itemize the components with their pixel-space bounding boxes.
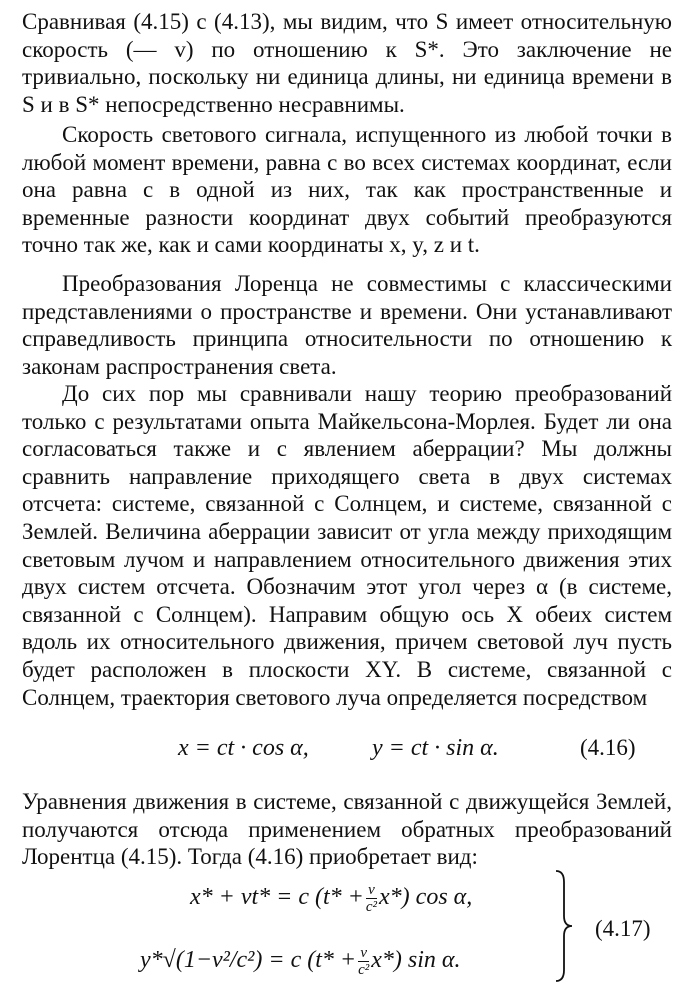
paragraph-4: До сих пор мы сравнивали нашу теорию преобразований только с результатами опыта Майкельсона-Морлея. Будет ли она согласоваться также и с явлением аберрации? Мы должны сравнить направление приходящего света в двух системах отсчета: системе, связанной с Солнцем, и системе, связанной с Землей. Величина аберрации зависит от угла между приходящим световым лучом и направлением относительного движения этих двух систем отсчета. Обозначим этот угол через α (в системе, связанной с Солнцем). Направим общую ось X обеих систем вдоль их относительного движения, причем световой луч пусть будет расположен в плоскости XY. В системе, связанной с Солнцем, траектория светового луча определяется посредством	[22, 381, 672, 710]
right-brace-icon	[554, 868, 576, 984]
eq-417-line-2-left: y*√(1−v²/c²) = c (t* +	[140, 947, 357, 974]
eq-417-line-1	[190, 882, 472, 915]
paragraph-5: Уравнения движения в системе, связанной с движущейся Землей, получаются отсюда применением обратных преобразований Лорентца (4.15). Тогда (4.16) приобретает вид:	[22, 789, 672, 870]
eq-417-line-2	[140, 945, 460, 978]
eq-417-fraction-1	[366, 882, 377, 915]
paragraph-1: Сравнивая (4.15) с (4.13), мы видим, что S имеет относительную скорость (— v) по отношению к S*. Это заключение не тривиально, поскольку ни единица длины, ни единица времени в S и в S* непосредственно несравнимы.	[22, 9, 672, 117]
paragraph-2: Скорость светового сигнала, испущенного из любой точки в любой момент времени, равна c во всех системах координат, если она равна c в одной из них, так как пространственные и временные разности координат двух событий преобразуются точно так же, как и сами координаты x, y, z и t.	[22, 122, 672, 258]
eq-417-line-2-right: x*) sin α.	[371, 947, 461, 974]
eq-416-number: (4.16)	[580, 735, 636, 760]
frac-2-numerator: v	[358, 945, 369, 962]
eq-417-number: (4.17)	[595, 916, 651, 941]
eq-417-fraction-2	[358, 945, 369, 978]
eq-416-x-part: x = ct · cos α,	[178, 735, 309, 761]
eq-416-y-part: y = ct · sin α.	[372, 735, 499, 761]
frac-1-numerator: v	[366, 882, 377, 899]
frac-2-denominator: c²	[358, 962, 370, 978]
paragraph-3: Преобразования Лоренца не совместимы с классическими представлениями о пространстве и времени. Они устанавливают справедливость принципа относительности по отношению к законам распространения света.	[22, 271, 672, 379]
eq-417-line-1-right: x*) cos α,	[379, 884, 473, 911]
eq-417-line-1-left: x* + vt* = c (t* +	[190, 884, 364, 911]
frac-1-denominator: c²	[365, 899, 378, 915]
